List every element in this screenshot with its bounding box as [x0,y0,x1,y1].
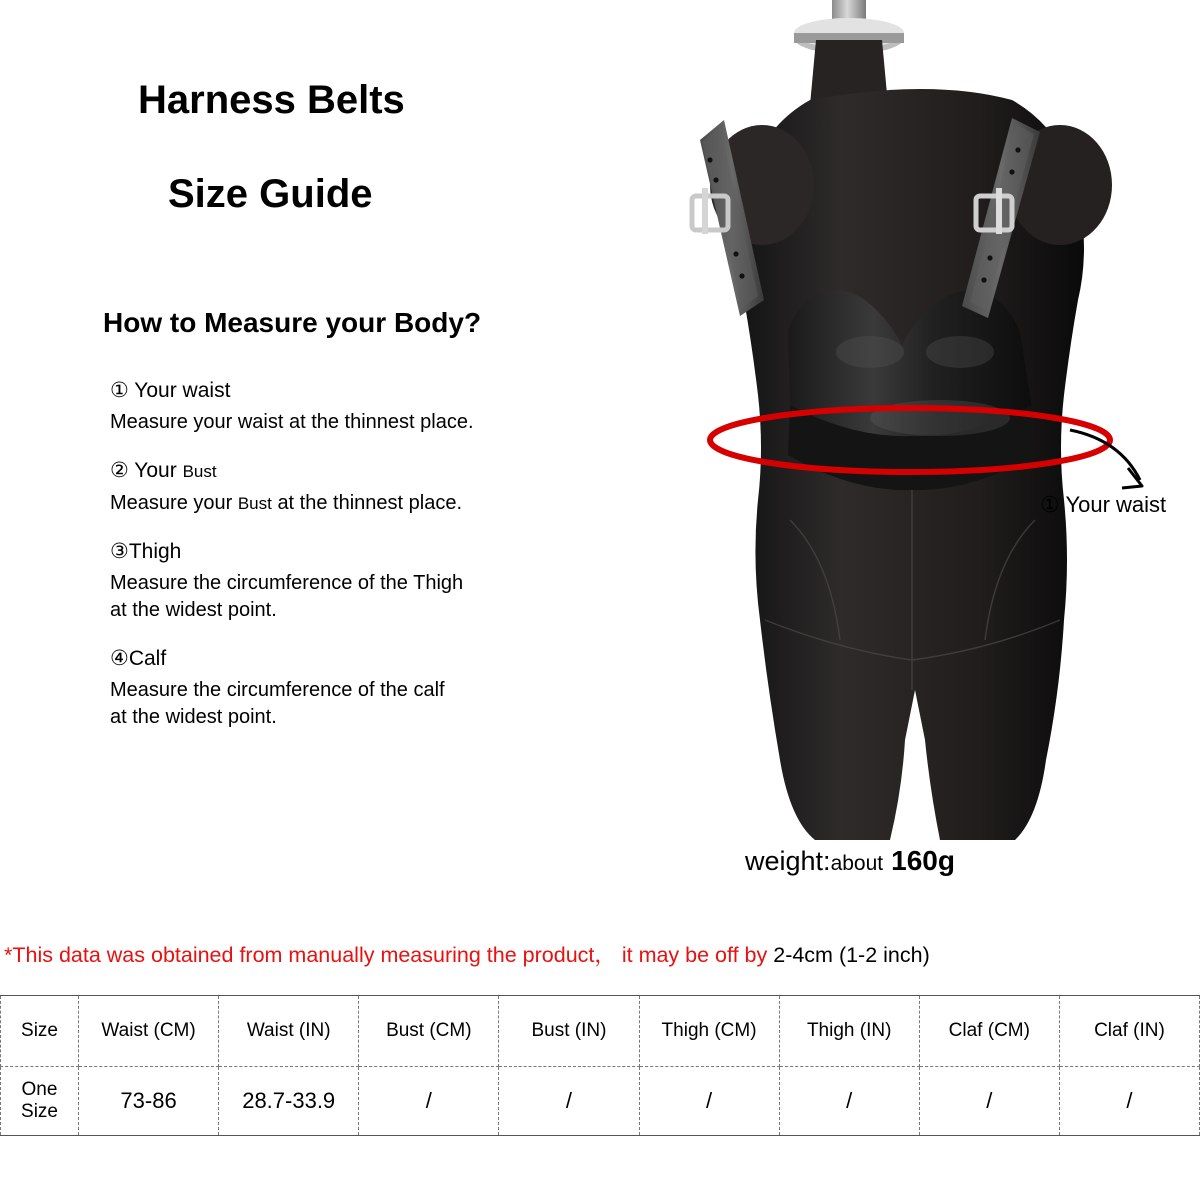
measure-item-bust-desc-small: Bust [237,493,272,513]
measure-item-calf-heading [110,646,630,672]
measure-item-bust-name: Your [134,459,177,483]
th-waist-in: Waist (IN) [219,996,359,1067]
measure-item-waist-heading [110,378,630,404]
measure-item-calf-name: Calf [128,646,167,670]
waist-callout-label: ① Your waist [1040,492,1167,517]
measurement-disclaimer [4,938,1196,969]
size-chart-head [1,996,1200,1067]
th-size: Size [1,996,79,1067]
table-row [1,1067,1200,1136]
measure-item-calf [110,646,630,731]
page-title-line2: Size Guide [168,172,373,216]
measure-item-calf-number: ④ [110,646,129,670]
cell-waist-cm: 73-86 [79,1067,219,1136]
page-title-line1: Harness Belts [138,78,405,122]
measure-instructions-list [110,378,630,753]
cell-bust-in: / [499,1067,639,1136]
measure-item-bust [110,458,630,516]
measure-item-waist-desc: Measure your waist at the thinnest place. [110,411,474,434]
measure-item-bust-desc [110,490,630,517]
th-claf-cm: Claf (CM) [919,996,1059,1067]
measure-item-bust-name-small: Bust [182,462,217,482]
measure-item-waist-name: Your waist [134,379,231,402]
measure-item-bust-number: ② [110,459,129,483]
size-chart-table [0,995,1200,1136]
measure-item-waist-number: ① [110,379,129,402]
th-thigh-cm: Thigh (CM) [639,996,779,1067]
disclaimer-red-text: *This data was obtained from manually measuring the product， it may be off by [4,943,768,967]
measure-item-thigh-desc-line2: at the widest point. [110,598,277,621]
size-guide-left-column [0,0,660,930]
mannequin-illustration [640,0,1200,930]
measure-item-bust-desc-pre: Measure your [110,491,233,514]
cell-bust-cm: / [359,1067,499,1136]
measure-item-thigh [110,539,630,624]
cell-size: One Size [1,1067,79,1136]
measure-item-calf-desc-line1: Measure the circumference of the calf [110,679,445,701]
measure-item-thigh-name: Thigh [128,539,182,563]
disclaimer-black-text: 2-4cm (1-2 inch) [773,943,930,967]
cell-thigh-in: / [779,1067,919,1136]
th-bust-cm: Bust (CM) [359,996,499,1067]
cell-claf-cm: / [919,1067,1059,1136]
product-photo-mannequin [640,0,1200,930]
weight-label: weight: [745,846,831,876]
th-thigh-in: Thigh (IN) [779,996,919,1067]
cell-waist-in: 28.7-33.9 [219,1067,359,1136]
measure-item-calf-desc-line2: at the widest point. [110,706,277,728]
th-claf-in: Claf (IN) [1059,996,1199,1067]
weight-value: 160g [891,845,955,876]
th-waist-cm: Waist (CM) [79,996,219,1067]
measure-item-waist [110,378,630,436]
measure-item-thigh-desc-line1: Measure the circumference of the Thigh [110,571,464,594]
size-chart-body [1,1067,1200,1136]
measure-item-bust-heading [110,458,630,484]
how-to-measure-heading: How to Measure your Body? [103,307,482,338]
weight-about: about [830,852,884,875]
cell-thigh-cm: / [639,1067,779,1136]
th-bust-in: Bust (IN) [499,996,639,1067]
table-header-row [1,996,1200,1067]
measure-item-bust-desc-post: at the thinnest place. [277,491,463,514]
weight-info [745,845,955,877]
measure-item-thigh-number: ③ [110,539,129,563]
measure-item-thigh-heading [110,539,630,565]
cell-claf-in: / [1059,1067,1199,1136]
